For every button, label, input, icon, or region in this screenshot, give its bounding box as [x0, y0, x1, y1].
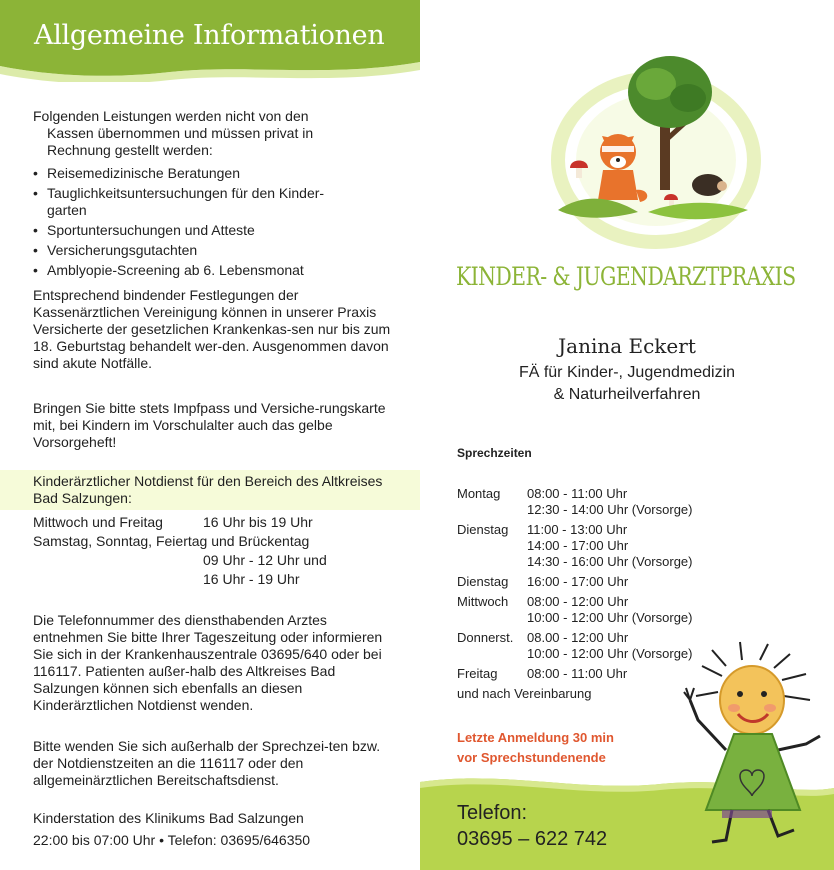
right-panel [420, 0, 834, 870]
notdienst-row [33, 552, 403, 571]
hours-note: und nach Vereinbarung [457, 686, 592, 701]
hours-day: Montag [457, 486, 501, 501]
last-registration-line: vor Sprechstundenende [457, 750, 606, 765]
hours-day: Mittwoch [457, 594, 509, 609]
phone-label: Telefon: [457, 802, 528, 824]
list-item: • Reisemedizinische Beratungen [33, 165, 393, 182]
doctor-title: & Naturheilverfahren [553, 386, 701, 403]
notdienst-days: Samstag, Sonntag, Feiertag und Brückentag [33, 533, 310, 549]
hours-time: 16:00 - 17:00 Uhr [527, 574, 629, 589]
hours-day: Dienstag [457, 574, 509, 589]
last-registration-note [457, 728, 614, 768]
notdienst-times [33, 514, 403, 590]
hours-time: 10:00 - 12:00 Uhr (Vorsorge) [527, 646, 693, 661]
intro-line: Kassen übernommen und müssen privat in [47, 125, 314, 141]
hours-time: 14:30 - 16:00 Uhr (Vorsorge) [527, 554, 693, 569]
phone-number: 03695 – 622 742 [457, 828, 608, 850]
hours-time: 14:00 - 17:00 Uhr [527, 538, 629, 553]
notdienst-time: 16 Uhr bis 19 Uhr [203, 514, 313, 530]
info-paragraph: Die Telefonnummer des diensthabenden Arztes entnehmen Sie bitte Ihrer Tageszeitung oder informieren Sie sich in der Krankenhauszentrale 03695/640 oder bei 116117. Patienten außer-halb des Altkreises Bad Salzungen können sich ebenfalls an diesen Kinderärztlichen Notdienst wenden. [33, 612, 383, 713]
kinderstation-info [33, 810, 393, 849]
last-registration-line: Letzte Anmeldung 30 min [457, 730, 614, 745]
list-item: • Tauglichkeitsuntersuchungen für den Kinder- garten [33, 185, 393, 219]
notdienst-row [33, 514, 403, 533]
child-drawing-illustration [682, 640, 834, 860]
hours-row [457, 594, 817, 626]
hours-day: Freitag [457, 666, 498, 681]
practice-name: KINDER- & JUGENDARZTPRAXIS [456, 262, 796, 291]
notdienst-row [33, 533, 403, 552]
notdienst-time: 09 Uhr - 12 Uhr und [203, 552, 327, 568]
notdienst-heading: Kinderärztlicher Notdienst für den Bereich des Altkreises Bad Salzungen: [33, 473, 383, 506]
hours-time: 12:30 - 14:00 Uhr (Vorsorge) [527, 502, 693, 517]
hours-row [457, 486, 817, 518]
list-item: • Versicherungsgutachten [33, 242, 393, 259]
kinderstation-phone: 22:00 bis 07:00 Uhr • Telefon: 03695/646350 [33, 832, 311, 848]
hours-time: 11:00 - 13:00 Uhr [527, 522, 628, 537]
hours-time: 08:00 - 12:00 Uhr [527, 594, 629, 609]
notdienst-time: 16 Uhr - 19 Uhr [203, 571, 300, 587]
doctor-title: FÄ für Kinder-, Jugendmedizin [518, 364, 736, 381]
kinderstation-line: Kinderstation des Klinikums Bad Salzungen [33, 810, 304, 826]
notdienst-row [33, 571, 403, 590]
doctor-name: Janina Eckert [558, 334, 696, 358]
list-item: • Sportuntersuchungen und Atteste [33, 222, 393, 239]
info-paragraph: Bringen Sie bitte stets Impfpass und Versiche-rungskarte mit, bei Kindern im Vorschulalter auch das gelbe Vorsorgeheft! [33, 400, 386, 450]
list-item: • Amblyopie-Screening ab 6. Lebensmonat [33, 262, 393, 279]
fox-tree-illustration [548, 40, 764, 250]
hours-time: 08:00 - 11:00 Uhr [527, 666, 628, 681]
hours-heading: Sprechzeiten [457, 446, 532, 460]
hours-row [457, 574, 817, 590]
info-paragraph: Bitte wenden Sie sich außerhalb der Sprechzei-ten bzw. der Notdienstzeiten an die 116117 oder den allgemeinärztlichen Bereitschaftsdienst. [33, 738, 381, 788]
intro-line: Rechnung gestellt werden: [47, 142, 213, 158]
services-list [33, 165, 393, 282]
info-paragraph: Entsprechend bindender Festlegungen der Kassenärztlichen Vereinigung können in unserer Praxis Versicherte der gesetzlichen Krankenkas-sen nur bis zum 18. Geburtstag behandelt wer-den. Ausgenommen davon sind akute Notfälle. [33, 287, 391, 371]
hours-day: Dienstag [457, 522, 509, 537]
page-title: Allgemeine Informationen [34, 20, 385, 51]
intro-text [33, 108, 393, 159]
hours-day: Donnerst. [457, 630, 514, 645]
hours-time: 08:00 - 11:00 Uhr [527, 486, 628, 501]
hours-time: 10:00 - 12:00 Uhr (Vorsorge) [527, 610, 693, 625]
intro-line: Folgenden Leistungen werden nicht von den [33, 108, 309, 124]
notdienst-days: Mittwoch und Freitag [33, 514, 163, 530]
hours-row [457, 522, 817, 570]
hours-time: 08.00 - 12:00 Uhr [527, 630, 629, 645]
